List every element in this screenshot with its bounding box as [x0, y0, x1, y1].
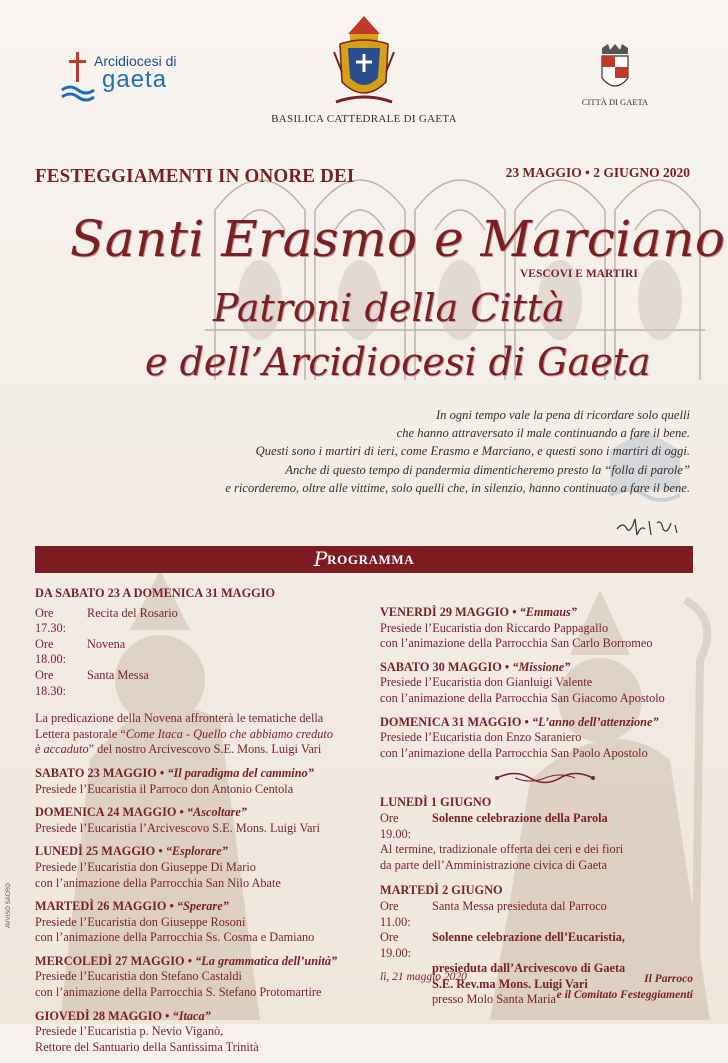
schedule-event: Santa Messa: [87, 667, 149, 682]
day-heading: [380, 715, 700, 731]
schedule-row: [35, 606, 365, 637]
schedule-event: Recita del Rosario: [87, 605, 178, 620]
program-right-column: [380, 605, 700, 1016]
day-detail: Presiede l’Eucaristia p. Nevio Viganò,: [35, 1024, 224, 1039]
day-heading: [35, 954, 365, 970]
note-line: La predicazione della Novena affronterà le tematiche della: [35, 711, 324, 726]
day-date: SABATO 23 MAGGIO •: [35, 765, 165, 780]
schedule-time: Ore 19.00:: [380, 930, 412, 960]
day-heading: [35, 766, 365, 782]
arcidiocesi-logo: [60, 48, 180, 108]
quote-line: Anche di questo tempo di pandermia dimenticheremo presto la “folla di parole”: [285, 462, 690, 477]
day-theme: “Ascoltare”: [186, 805, 247, 820]
day-detail: Al termine, tradizionale offerta dei ceri e dei fiori: [380, 842, 624, 857]
saints-title: Santi Erasmo e Marciano: [70, 210, 726, 268]
archbishop-quote: [170, 406, 690, 497]
day-detail: Presiede l’Eucaristia don Giuseppe Di Mario: [35, 859, 256, 874]
schedule-event: Solenne celebrazione dell’Eucaristia,: [432, 930, 625, 945]
day-detail: con l’animazione della Parrocchia Ss. Cosma e Damiano: [35, 930, 315, 945]
june1-block: [380, 795, 700, 873]
signature-line: e il Comitato Festeggiamenti: [556, 989, 693, 1001]
day-theme: “Sperare”: [176, 899, 229, 914]
city-crest-icon: [598, 44, 632, 94]
day-block: [380, 660, 700, 707]
footer-signature: [557, 971, 693, 1003]
schedule-time: Ore 18.30:: [35, 667, 67, 698]
cathedral-label: BASILICA CATTEDRALE DI GAETA: [271, 113, 457, 125]
day-heading: [380, 660, 700, 676]
event-dates: 23 MAGGIO • 2 GIUGNO 2020: [505, 165, 690, 180]
schedule-row: [35, 637, 365, 668]
day-detail: Presiede l’Eucaristia il Parroco don Antonio Centola: [35, 781, 294, 796]
patroni-line2: e dell’Arcidiocesi di Gaeta: [145, 340, 651, 384]
schedule-time: Ore 18.00:: [35, 636, 67, 667]
quote-line: e ricorderemo, oltre alle vittime, solo quelli che, in silenzio, hanno continuato a fare il bene.: [225, 480, 690, 495]
day-theme: “La grammatica dell’unità”: [195, 953, 338, 968]
festeggiamenti-heading: FESTEGGIAMENTI IN ONORE DEI: [35, 165, 355, 188]
day-block: [35, 954, 365, 1001]
patroni-line1: Patroni della Città: [213, 286, 565, 330]
day-detail: Presiede l’Eucaristia don Giuseppe Rosoni: [35, 914, 246, 929]
day-date: SABATO 30 MAGGIO •: [380, 659, 510, 674]
schedule-time: Ore 17.30:: [35, 605, 67, 636]
novena-note: [35, 711, 365, 758]
day-date: DOMENICA 24 MAGGIO •: [35, 805, 184, 820]
day-detail: Presiede l’Eucaristia l’Arcivescovo S.E. Mons. Luigi Vari: [35, 820, 320, 835]
schedule-row: [380, 811, 700, 842]
flourish-ornament-icon: [495, 769, 595, 787]
day-detail: Presiede l’Eucaristia don Gianluigi Valente: [380, 675, 593, 690]
signature: [615, 515, 685, 537]
day-block: [35, 766, 365, 797]
quote-line: Questi sono i martiri di ieri, come Erasmo e Marciano, e questi sono i martiri di oggi.: [255, 444, 690, 459]
day-block: [35, 844, 365, 891]
day-detail: con l’animazione della Parrocchia San Carlo Borromeo: [380, 636, 653, 651]
day-detail: Presiede l’Eucaristia don Stefano Castaldi: [35, 969, 242, 984]
programma-initial: P: [313, 547, 328, 571]
schedule-event: Novena: [87, 636, 126, 651]
day-detail: presso Molo Santa Maria: [432, 992, 556, 1007]
day-detail: Presiede l’Eucaristia don Riccardo Pappagallo: [380, 620, 609, 635]
day-date: MARTEDÌ 26 MAGGIO •: [35, 899, 174, 914]
novena-heading: DA SABATO 23 A DOMENICA 31 MAGGIO: [35, 586, 276, 600]
signature-line: Il Parroco: [644, 973, 693, 985]
programma-bar: [35, 546, 693, 573]
footer-date: lì, 21 maggio 2020: [380, 971, 467, 983]
day-heading: [35, 805, 365, 821]
day-detail: con l’animazione della Parrocchia S. Stefano Protomartire: [35, 985, 322, 1000]
note-text: ” del nostro Arcivescovo S.E. Mons. Luigi Vari: [88, 742, 322, 757]
day-date: MERCOLEDÌ 27 MAGGIO •: [35, 953, 192, 968]
day-theme: “Esplorare”: [165, 844, 228, 859]
day-block: [380, 605, 700, 652]
day-detail: con l’animazione della Parrocchia San Nilo Abate: [35, 875, 281, 890]
schedule-row: [380, 899, 700, 930]
city-label: CITTÀ DI GAETA: [581, 97, 649, 107]
program-left-column: [35, 586, 365, 1063]
schedule-time: Ore 11.00:: [380, 898, 411, 929]
day-heading: [35, 844, 365, 860]
day-date: GIOVEDÌ 28 MAGGIO •: [35, 1008, 170, 1023]
day-heading: [35, 1009, 365, 1025]
day-block: [380, 715, 700, 762]
day-date: LUNEDÌ 1 GIUGNO: [380, 795, 492, 810]
day-date: LUNEDÌ 25 MAGGIO •: [35, 844, 163, 859]
avviso-sacro: AVVISO SACRO: [6, 883, 12, 928]
vescovi-subtitle: VESCOVI E MARTIRI: [520, 268, 638, 280]
note-line: [35, 727, 365, 743]
day-detail: Presiede l’Eucaristia don Enzo Saraniero: [380, 730, 582, 745]
schedule-event: Solenne celebrazione della Parola: [432, 810, 608, 825]
day-theme: “Emmaus”: [519, 605, 577, 619]
day-date: VENERDÌ 29 MAGGIO •: [380, 605, 517, 619]
quote-line: che hanno attraversato il male continuando a fare il bene.: [396, 426, 690, 441]
day-detail: presieduta dall’Arcivescovo di Gaeta: [432, 961, 626, 976]
note-italic: è accaduto: [35, 742, 89, 757]
note-italic: Come Itaca - Quello che abbiamo creduto: [125, 726, 333, 741]
note-text: Lettera pastorale “: [35, 726, 126, 741]
cathedral-crest-icon: [330, 12, 398, 112]
day-heading: [35, 899, 365, 915]
quote-line: In ogni tempo vale la pena di ricordare solo quelli: [435, 408, 690, 422]
schedule-event: Santa Messa presieduta dal Parroco: [432, 898, 607, 913]
day-block: [35, 899, 365, 946]
logo-line1: Arcidiocesi di: [94, 53, 177, 69]
day-theme: “Il paradigma del cammino”: [167, 765, 314, 780]
day-detail: S.E. Rev.ma Mons. Luigi Vari: [432, 976, 588, 991]
schedule-row: [35, 668, 365, 699]
day-heading: [380, 605, 700, 621]
schedule-row: [380, 930, 700, 961]
logo-line2: gaeta: [102, 66, 168, 93]
schedule-time: Ore 19.00:: [380, 810, 412, 841]
day-theme: “L’anno dell’attenzione”: [531, 714, 659, 729]
day-date: DOMENICA 31 MAGGIO •: [380, 714, 529, 729]
note-line: [35, 742, 365, 758]
day-theme: “Missione”: [512, 659, 571, 674]
day-block: [35, 805, 365, 836]
cross-wave-icon: [60, 48, 96, 104]
day-date: MARTEDÌ 2 GIUGNO: [380, 883, 503, 898]
programma-label: ROGRAMMA: [327, 552, 415, 567]
day-block: [35, 1009, 365, 1056]
day-detail: con l’animazione della Parrocchia San Giacomo Apostolo: [380, 690, 665, 705]
day-detail: Rettore del Santuario della Santissima Trinità: [35, 1039, 259, 1054]
day-detail: da parte dell’Amministrazione civica di Gaeta: [380, 857, 608, 872]
day-theme: “Itaca”: [172, 1008, 211, 1023]
novena-block: [35, 586, 365, 699]
day-detail: con l’animazione della Parrocchia San Paolo Apostolo: [380, 745, 648, 760]
